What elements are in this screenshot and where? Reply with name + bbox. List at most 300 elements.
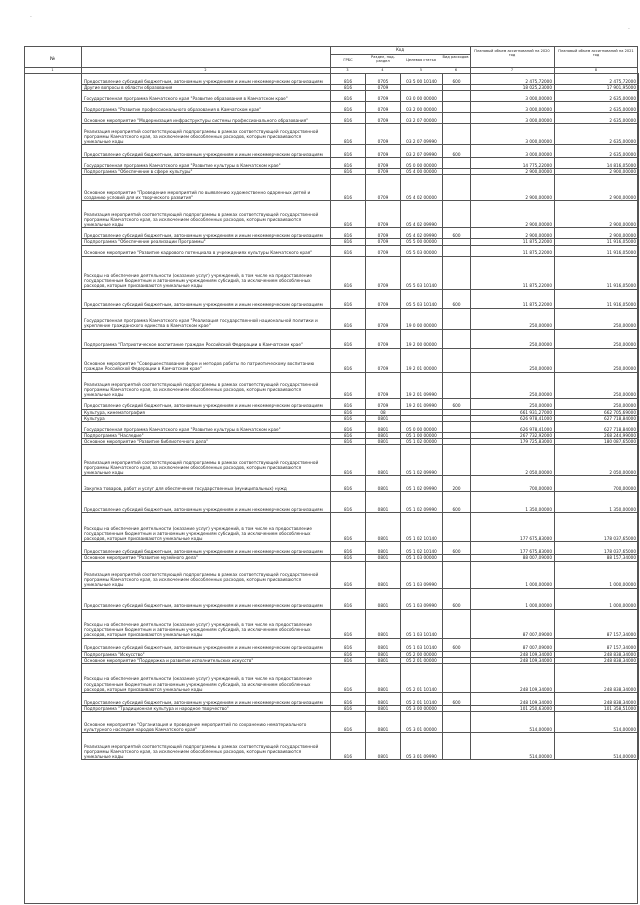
row-grbs: 816 xyxy=(331,638,366,651)
row-description: Реализация мероприятий соответствующей подпрограммы в рамках соответствующей государственной программы Камчатского края, за исключением обособленных расходов, которым присваиваются уникальные коды xyxy=(82,733,331,760)
row-value-2021: 11 916,05000 xyxy=(555,239,639,245)
row-value-2020: 87 007,09000 xyxy=(471,609,555,638)
row-section: 0709 xyxy=(366,308,401,329)
row-section: 0709 xyxy=(366,256,401,289)
row-grbs: 816 xyxy=(331,289,366,308)
row-section: 0709 xyxy=(366,372,401,398)
row-section: 0801 xyxy=(366,588,401,609)
row-value-2020: 18 025,23000 xyxy=(471,85,555,91)
row-target: 05 1 02 09990 xyxy=(401,476,443,492)
row-target: 05 1 03 09990 xyxy=(401,561,443,588)
row-value-2020: 267 732,92000 xyxy=(471,433,555,439)
row-vr: 600 xyxy=(443,289,471,308)
row-description: Основное мероприятие "Организация и проведение мероприятий по сохранению нематериального культурного наследия народов Камчатского края" xyxy=(82,712,331,733)
row-value-2021: 101 358,51000 xyxy=(555,706,639,712)
row-section: 0709 xyxy=(366,239,401,245)
row-value-2020: 514,00000 xyxy=(471,733,555,760)
row-grbs: 816 xyxy=(331,175,366,201)
row-target: 03 0 00 00000 xyxy=(401,91,443,102)
row-grbs: 816 xyxy=(331,85,366,91)
row-target: 05 5 00 00000 xyxy=(401,239,443,245)
row-value-2021: 1 350,00000 xyxy=(555,492,639,513)
row-grbs: 816 xyxy=(331,91,366,102)
table-row xyxy=(82,158,639,169)
header-plan-2021: Плановый объем ассигнований на 2021 год xyxy=(558,49,634,57)
row-target: 05 1 03 00000 xyxy=(401,555,443,561)
table-row xyxy=(82,398,639,409)
row-section: 0801 xyxy=(366,439,401,445)
row-section: 0801 xyxy=(366,733,401,760)
table-row xyxy=(82,492,639,513)
col-number: 5 xyxy=(419,68,423,72)
header-target: Целевая статья xyxy=(406,58,436,62)
row-value-2020: 3 000,00000 xyxy=(471,145,555,158)
scan-mark: . xyxy=(628,24,630,31)
row-section: 0801 xyxy=(366,657,401,663)
row-vr: 600 xyxy=(443,145,471,158)
row-vr: 600 xyxy=(443,542,471,555)
table-row xyxy=(82,638,639,651)
row-value-2020: 250,00000 xyxy=(471,398,555,409)
row-value-2020: 626 978,41000 xyxy=(471,422,555,433)
row-description: Реализация мероприятий соответствующей подпрограммы в рамках соответствующей государственной программы Камчатского края, за исключением обособленных расходов, которым присваиваются уникальные коды xyxy=(82,201,331,228)
row-value-2020: 2 900,00000 xyxy=(471,175,555,201)
row-description: Основное мероприятие "Развитие библиотечного дела" xyxy=(82,439,331,445)
row-description: Реализация мероприятий соответствующей подпрограммы в рамках соответствующей государственной программы Камчатского края, за исключением обособленных расходов, которым присваиваются уникальные коды xyxy=(82,372,331,398)
row-section: 0801 xyxy=(366,706,401,712)
row-vr xyxy=(443,445,471,476)
table-row xyxy=(82,289,639,308)
row-section: 0709 xyxy=(366,102,401,113)
row-target: 05 0 00 00000 xyxy=(401,422,443,433)
row-grbs: 816 xyxy=(331,158,366,169)
table-row xyxy=(82,476,639,492)
row-target: 03 5 00 10140 xyxy=(401,74,443,85)
row-section: 0709 xyxy=(366,398,401,409)
row-section: 08 xyxy=(366,409,401,415)
row-target: 05 5 03 10140 xyxy=(401,256,443,289)
row-description: Культура, кинематография xyxy=(82,409,331,415)
row-grbs: 816 xyxy=(331,201,366,228)
table-body xyxy=(82,74,639,760)
row-grbs: 816 xyxy=(331,415,366,421)
row-grbs: 816 xyxy=(331,124,366,145)
row-target: 05 1 02 00000 xyxy=(401,439,443,445)
row-value-2020: 1 350,00000 xyxy=(471,492,555,513)
row-description: Предоставление субсидий бюджетным, автономным учреждениям и иным некоммерческим организациям xyxy=(82,74,331,85)
row-grbs: 816 xyxy=(331,228,366,239)
row-description: Предоставление субсидий бюджетным, автономным учреждениям и иным некоммерческим организациям xyxy=(82,638,331,651)
row-vr: 600 xyxy=(443,638,471,651)
row-value-2021: 268 244,99000 xyxy=(555,433,639,439)
row-section: 0801 xyxy=(366,513,401,542)
row-target: 05 1 03 10140 xyxy=(401,609,443,638)
row-grbs: 816 xyxy=(331,372,366,398)
row-grbs: 816 xyxy=(331,433,366,439)
table-row xyxy=(82,175,639,201)
table-row xyxy=(82,124,639,145)
row-description: Предоставление субсидий бюджетным, автономным учреждениям и иным некоммерческим организациям xyxy=(82,492,331,513)
row-section: 0801 xyxy=(366,651,401,657)
row-vr xyxy=(443,256,471,289)
col-number: 6 xyxy=(454,68,458,72)
scan-mark: . xyxy=(30,12,32,19)
header-num: № xyxy=(49,56,56,62)
row-value-2021: 248 838,34000 xyxy=(555,657,639,663)
table-row xyxy=(82,445,639,476)
row-value-2020: 514,00000 xyxy=(471,712,555,733)
row-target: 05 1 00 00000 xyxy=(401,433,443,439)
row-value-2021: 17 901,95000 xyxy=(555,85,639,91)
row-target: 05 3 01 00000 xyxy=(401,712,443,733)
row-vr xyxy=(443,158,471,169)
row-value-2021: 2 050,00000 xyxy=(555,445,639,476)
row-value-2021: 2 635,00000 xyxy=(555,145,639,158)
table-row xyxy=(82,588,639,609)
row-vr xyxy=(443,513,471,542)
row-section: 0709 xyxy=(366,228,401,239)
row-vr xyxy=(443,102,471,113)
row-grbs: 816 xyxy=(331,102,366,113)
row-section: 0709 xyxy=(366,145,401,158)
row-description: Основное мероприятие "Проведение мероприятий по выявлению художественно одаренных детей и созданию условий для их творческого развития" xyxy=(82,175,331,201)
row-description: Основное мероприятие "Развитие кадрового потенциала в учреждениях культуры Камчатского края" xyxy=(82,245,331,256)
row-value-2020: 179 725,83000 xyxy=(471,439,555,445)
row-section: 0801 xyxy=(366,555,401,561)
row-section: 0801 xyxy=(366,542,401,555)
row-value-2021: 1 000,00000 xyxy=(555,561,639,588)
row-target: 05 2 00 00000 xyxy=(401,651,443,657)
col-number: 3 xyxy=(346,68,349,72)
col-number: 7 xyxy=(510,68,514,72)
row-description: Предоставление субсидий бюджетным, автономным учреждениям и иным некоммерческим организациям xyxy=(82,145,331,158)
row-target: 05 5 03 10140 xyxy=(401,289,443,308)
row-description: Реализация мероприятий соответствующей подпрограммы в рамках соответствующей государственной программы Камчатского края, за исключением обособленных расходов, которым присваиваются уникальные коды xyxy=(82,445,331,476)
row-description: Предоставление субсидий бюджетным, автономным учреждениям и иным некоммерческим организациям xyxy=(82,398,331,409)
row-value-2021: 700,00000 xyxy=(555,476,639,492)
row-value-2021: 180 087,65000 xyxy=(555,439,639,445)
row-vr xyxy=(443,733,471,760)
row-description: Подпрограмма "Развитие профессионального образования в Камчатском крае" xyxy=(82,102,331,113)
row-value-2021: 2 635,00000 xyxy=(555,113,639,124)
row-section: 0801 xyxy=(366,433,401,439)
row-description: Подпрограмма "Обеспечение в сфере культуры" xyxy=(82,169,331,175)
row-value-2021: 1 000,00000 xyxy=(555,588,639,609)
row-vr xyxy=(443,245,471,256)
table-row xyxy=(82,513,639,542)
row-description: Государственная программа Камчатского края "Развитие образования в Камчатском крае" xyxy=(82,91,331,102)
row-value-2021: 662 705,69000 xyxy=(555,409,639,415)
row-value-2020: 1 000,00000 xyxy=(471,561,555,588)
row-target: 05 0 00 00000 xyxy=(401,158,443,169)
table-row xyxy=(82,712,639,733)
table-row xyxy=(82,228,639,239)
row-target: 03 2 07 09990 xyxy=(401,145,443,158)
row-vr xyxy=(443,348,471,372)
row-section: 0709 xyxy=(366,201,401,228)
row-value-2021: 250,00000 xyxy=(555,329,639,348)
row-value-2021: 87 157,34000 xyxy=(555,609,639,638)
row-description: Подпрограмма "Традиционная культура и народное творчество" xyxy=(82,706,331,712)
row-value-2021: 248 838,34000 xyxy=(555,651,639,657)
row-value-2020: 250,00000 xyxy=(471,348,555,372)
row-section: 0801 xyxy=(366,422,401,433)
row-value-2020: 11 875,22000 xyxy=(471,245,555,256)
row-value-2020: 87 007,09000 xyxy=(471,638,555,651)
table-row xyxy=(82,308,639,329)
row-target: 05 1 02 10140 xyxy=(401,542,443,555)
row-grbs: 816 xyxy=(331,555,366,561)
row-target: 05 3 00 00000 xyxy=(401,706,443,712)
row-section: 0801 xyxy=(366,712,401,733)
header-code-group: Код xyxy=(395,47,405,52)
row-section: 0709 xyxy=(366,289,401,308)
row-value-2020: 11 875,22000 xyxy=(471,289,555,308)
row-vr: 200 xyxy=(443,476,471,492)
row-description: Основное мероприятие "Развитие музейного дела" xyxy=(82,555,331,561)
row-target: 05 2 01 10140 xyxy=(401,693,443,706)
row-value-2020: 626 978,41000 xyxy=(471,415,555,421)
budget-table xyxy=(81,73,639,760)
row-section: 0801 xyxy=(366,609,401,638)
table-row xyxy=(82,74,639,85)
row-section: 0801 xyxy=(366,664,401,693)
row-section: 0709 xyxy=(366,329,401,348)
row-value-2021: 514,00000 xyxy=(555,733,639,760)
row-value-2020: 88 007,09000 xyxy=(471,555,555,561)
table-row xyxy=(82,329,639,348)
row-grbs: 816 xyxy=(331,542,366,555)
row-vr xyxy=(443,113,471,124)
table-row xyxy=(82,113,639,124)
row-vr xyxy=(443,308,471,329)
row-grbs: 816 xyxy=(331,169,366,175)
row-grbs: 816 xyxy=(331,513,366,542)
row-value-2020: 177 675,83000 xyxy=(471,542,555,555)
row-description: Основное мероприятие "Модернизация инфраструктуры системы профессионального образования" xyxy=(82,113,331,124)
row-value-2020: 14 775,22000 xyxy=(471,158,555,169)
col-number: 1 xyxy=(51,68,54,72)
row-value-2021: 627 718,84000 xyxy=(555,415,639,421)
row-description: Предоставление субсидий бюджетным, автономным учреждениям и иным некоммерческим организациям xyxy=(82,289,331,308)
row-value-2021: 87 157,34000 xyxy=(555,638,639,651)
table-row xyxy=(82,91,639,102)
row-vr: 600 xyxy=(443,228,471,239)
row-vr xyxy=(443,609,471,638)
row-value-2020: 3 000,00000 xyxy=(471,102,555,113)
row-description: Расходы на обеспечение деятельности (оказание услуг) учреждений, в том числе на предоставление государственным бюджетным и автономным учреждениям субсидий, за исключением обособленных расходов, которым присваиваются уникальные коды xyxy=(82,256,331,289)
row-value-2020: 3 000,00000 xyxy=(471,124,555,145)
row-value-2021: 2 900,00000 xyxy=(555,201,639,228)
row-target: 05 1 03 09990 xyxy=(401,588,443,609)
row-vr: 600 xyxy=(443,398,471,409)
row-target: 03 2 07 09990 xyxy=(401,124,443,145)
row-value-2021: 627 718,84000 xyxy=(555,422,639,433)
row-grbs: 816 xyxy=(331,588,366,609)
row-description: Основное мероприятие "Совершенствование форм и методов работы по патриотическому воспитанию граждан Российской Федерации в Камчатском крае" xyxy=(82,348,331,372)
table-row xyxy=(82,542,639,555)
row-description: Реализация мероприятий соответствующей подпрограммы в рамках соответствующей государственной программы Камчатского края, за исключением обособленных расходов, которым присваиваются уникальные коды xyxy=(82,124,331,145)
row-value-2020: 3 000,00000 xyxy=(471,91,555,102)
row-value-2021: 2 900,00000 xyxy=(555,228,639,239)
row-target: 19 2 01 09990 xyxy=(401,372,443,398)
row-value-2021: 11 916,05000 xyxy=(555,256,639,289)
row-vr xyxy=(443,712,471,733)
row-grbs: 816 xyxy=(331,245,366,256)
row-section: 0801 xyxy=(366,445,401,476)
row-vr: 600 xyxy=(443,588,471,609)
row-value-2020: 11 875,22000 xyxy=(471,256,555,289)
row-description: Предоставление субсидий бюджетным, автономным учреждениям и иным некоммерческим организациям xyxy=(82,542,331,555)
col-number: 8 xyxy=(594,68,598,72)
header-vr: Вид расходов xyxy=(442,55,469,59)
table-row xyxy=(82,145,639,158)
row-section: 0709 xyxy=(366,124,401,145)
row-description: Другие вопросы в области образования xyxy=(82,85,331,91)
row-section: 0801 xyxy=(366,492,401,513)
row-target: 05 4 02 00000 xyxy=(401,175,443,201)
row-value-2021: 250,00000 xyxy=(555,372,639,398)
row-vr xyxy=(443,175,471,201)
row-section: 0801 xyxy=(366,638,401,651)
row-value-2021: 248 838,34000 xyxy=(555,664,639,693)
row-grbs: 816 xyxy=(331,113,366,124)
row-grbs: 816 xyxy=(331,492,366,513)
row-value-2020: 250,00000 xyxy=(471,329,555,348)
row-value-2020: 3 000,00000 xyxy=(471,113,555,124)
row-target: 03 2 07 00000 xyxy=(401,113,443,124)
row-value-2020: 2 475,72000 xyxy=(471,74,555,85)
col-number: 4 xyxy=(381,68,384,72)
row-value-2021: 2 635,00000 xyxy=(555,124,639,145)
row-section: 0709 xyxy=(366,245,401,256)
row-value-2021: 248 838,34000 xyxy=(555,693,639,706)
row-grbs: 816 xyxy=(331,398,366,409)
row-value-2021: 250,00000 xyxy=(555,348,639,372)
row-description: Подпрограмма "Патриотическое воспитание граждан Российской Федерации в Камчатском крае" xyxy=(82,329,331,348)
row-description: Государственная программа Камчатского края "Развитие культуры в Камчатском крае" xyxy=(82,158,331,169)
row-value-2021: 178 037,65000 xyxy=(555,542,639,555)
row-value-2021: 2 635,00000 xyxy=(555,91,639,102)
row-target: 05 4 02 09990 xyxy=(401,201,443,228)
row-grbs: 816 xyxy=(331,329,366,348)
row-target: 05 4 02 09990 xyxy=(401,228,443,239)
row-value-2020: 2 900,00000 xyxy=(471,201,555,228)
row-section: 0801 xyxy=(366,415,401,421)
row-value-2020: 661 931,27000 xyxy=(471,409,555,415)
row-target: 05 1 02 09990 xyxy=(401,492,443,513)
row-section: 0709 xyxy=(366,158,401,169)
row-target: 05 2 01 00000 xyxy=(401,657,443,663)
row-description: Предоставление субсидий бюджетным, автономным учреждениям и иным некоммерческим организациям xyxy=(82,588,331,609)
header-section: Раздел, под-раздел xyxy=(371,55,395,63)
row-value-2020: 248 109,34000 xyxy=(471,657,555,663)
row-vr: 600 xyxy=(443,492,471,513)
row-section: 0709 xyxy=(366,348,401,372)
row-grbs: 816 xyxy=(331,409,366,415)
row-vr xyxy=(443,329,471,348)
row-grbs: 816 xyxy=(331,239,366,245)
row-grbs: 816 xyxy=(331,74,366,85)
row-section: 0709 xyxy=(366,85,401,91)
row-target: 05 4 00 00000 xyxy=(401,169,443,175)
row-value-2020: 248 109,34000 xyxy=(471,664,555,693)
table-row xyxy=(82,348,639,372)
table-row xyxy=(82,561,639,588)
row-target: 05 1 02 10140 xyxy=(401,513,443,542)
table-row xyxy=(82,693,639,706)
row-grbs: 816 xyxy=(331,693,366,706)
row-target: 05 2 01 10140 xyxy=(401,664,443,693)
row-vr xyxy=(443,124,471,145)
table-row xyxy=(82,256,639,289)
row-grbs: 816 xyxy=(331,609,366,638)
row-value-2021: 514,00000 xyxy=(555,712,639,733)
row-target: 05 3 01 09990 xyxy=(401,733,443,760)
row-value-2021: 250,00000 xyxy=(555,398,639,409)
row-description: Расходы на обеспечение деятельности (оказание услуг) учреждений, в том числе на предоставление государственным бюджетным и автономным учреждениям субсидий, за исключением обособленных расходов, которым присваиваются уникальные коды xyxy=(82,664,331,693)
row-value-2021: 2 635,00000 xyxy=(555,102,639,113)
row-value-2020: 177 675,83000 xyxy=(471,513,555,542)
row-grbs: 816 xyxy=(331,712,366,733)
row-value-2021: 2 900,00000 xyxy=(555,169,639,175)
row-description: Государственная программа Камчатского края "Развитие культуры в Камчатском крае" xyxy=(82,422,331,433)
table-row xyxy=(82,245,639,256)
row-target: 19 2 01 09990 xyxy=(401,398,443,409)
row-value-2021: 2 900,00000 xyxy=(555,175,639,201)
row-grbs: 816 xyxy=(331,664,366,693)
row-vr xyxy=(443,201,471,228)
row-vr xyxy=(443,91,471,102)
table-row xyxy=(82,422,639,433)
row-value-2020: 2 900,00000 xyxy=(471,169,555,175)
row-description: Расходы на обеспечение деятельности (оказание услуг) учреждений, в том числе на предоставление государственным бюджетным и автономным учреждениям субсидий, за исключением обособленных расходов, которым присваиваются уникальные коды xyxy=(82,513,331,542)
row-description: Расходы на обеспечение деятельности (оказание услуг) учреждений, в том числе на предоставление государственным бюджетным и автономным учреждениям субсидий, за исключением обособленных расходов, которым присваиваются уникальные коды xyxy=(82,609,331,638)
row-section: 0801 xyxy=(366,476,401,492)
row-value-2020: 250,00000 xyxy=(471,308,555,329)
row-value-2021: 2 475,72000 xyxy=(555,74,639,85)
row-description: Основное мероприятие "Поддержка и развитие исполнительских искусств" xyxy=(82,657,331,663)
row-grbs: 816 xyxy=(331,439,366,445)
row-value-2020: 11 875,22000 xyxy=(471,239,555,245)
table-row xyxy=(82,372,639,398)
row-grbs: 816 xyxy=(331,348,366,372)
row-value-2020: 101 250,63000 xyxy=(471,706,555,712)
col-number: 2 xyxy=(204,68,207,72)
row-section: 0705 xyxy=(366,74,401,85)
row-section: 0801 xyxy=(366,693,401,706)
row-grbs: 816 xyxy=(331,445,366,476)
table-row xyxy=(82,102,639,113)
row-grbs: 816 xyxy=(331,733,366,760)
table-row xyxy=(82,201,639,228)
row-section: 0709 xyxy=(366,175,401,201)
row-value-2021: 88 157,34000 xyxy=(555,555,639,561)
row-description: Культура xyxy=(82,415,331,421)
header-plan-2020: Плановый объем ассигнований на 2020 год xyxy=(474,49,550,57)
row-section: 0801 xyxy=(366,561,401,588)
row-vr: 600 xyxy=(443,74,471,85)
row-target: 03 2 00 00000 xyxy=(401,102,443,113)
row-target: 05 5 03 00000 xyxy=(401,245,443,256)
row-grbs: 816 xyxy=(331,651,366,657)
row-vr xyxy=(443,422,471,433)
row-description: Закупка товаров, работ и услуг для обеспечения государственных (муниципальных) нужд xyxy=(82,476,331,492)
row-value-2020: 248 109,34000 xyxy=(471,651,555,657)
header-grbs: ГРБС xyxy=(343,58,353,62)
row-value-2021: 250,00000 xyxy=(555,308,639,329)
row-grbs: 816 xyxy=(331,561,366,588)
